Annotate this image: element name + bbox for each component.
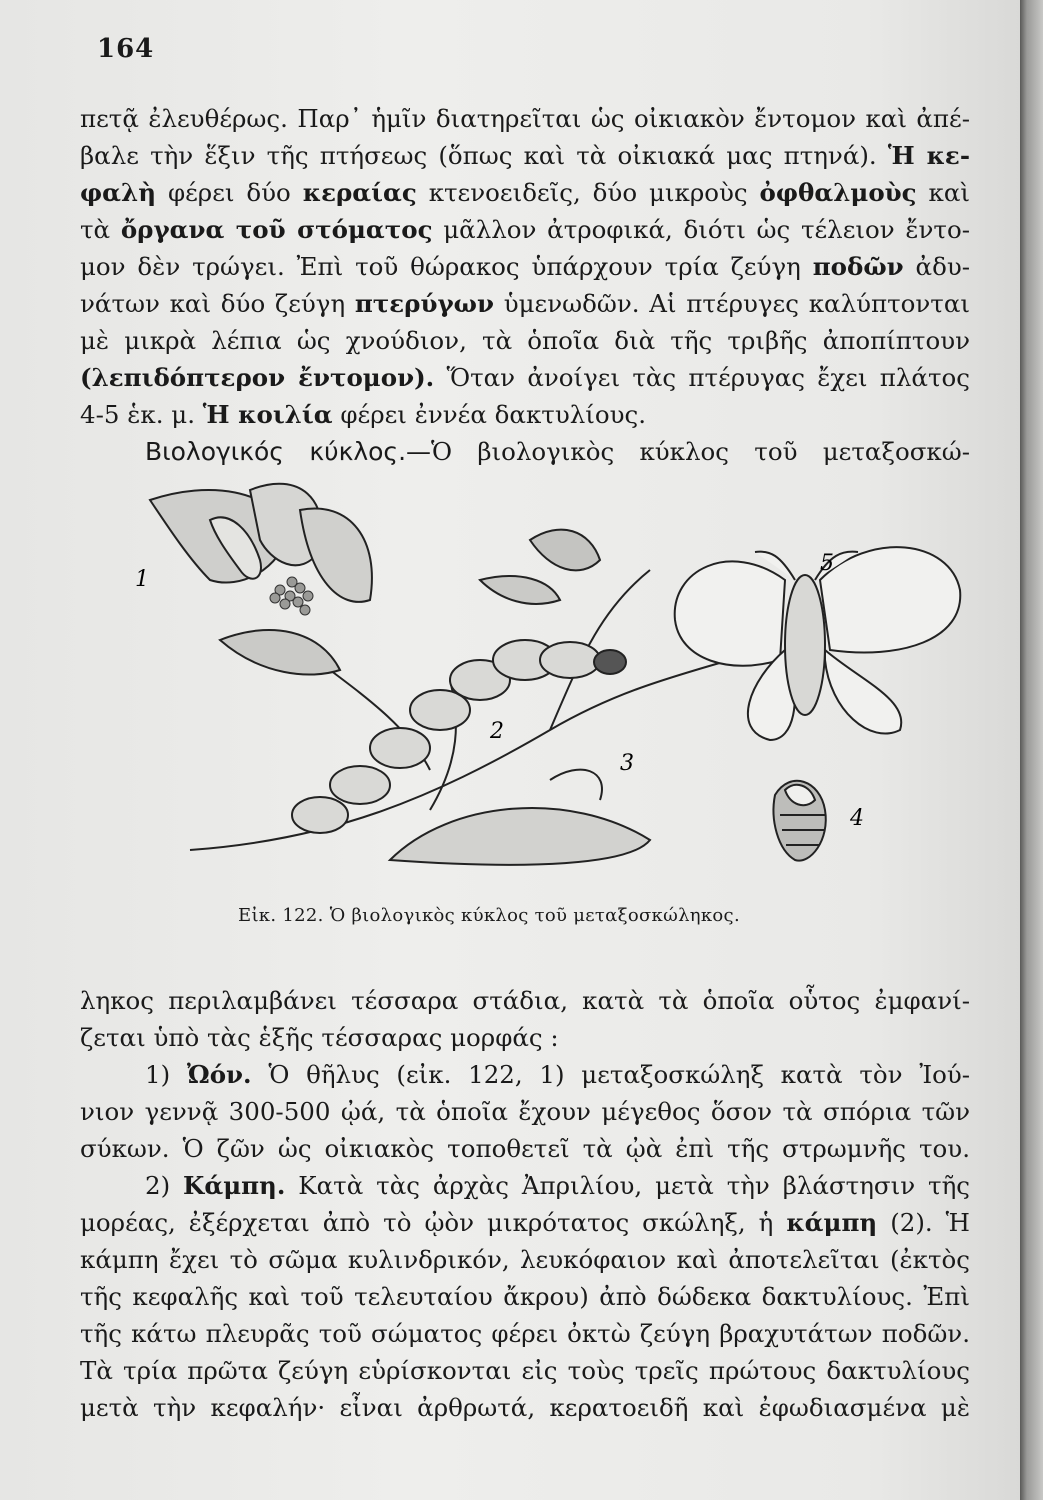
text-span: Τὰ τρία πρῶτα ζεύγη εὑρίσκονται εἰς τοὺς τρεῖς πρώτους δακτυλίους <box>80 1356 970 1385</box>
text-span: φέρει δύο <box>156 178 303 207</box>
item-title-caterpillar: Κάμπη. <box>183 1171 286 1200</box>
text-span: (2). Ἡ <box>877 1208 970 1237</box>
text-span: καὶ <box>916 178 970 207</box>
silkworm-life-cycle-illustration <box>130 470 970 910</box>
text-span: μετὰ τὴν κεφαλήν· εἶναι ἀρθρωτά, κερατοειδῆ καὶ ἐφωδιασμένα μὲ <box>80 1393 970 1422</box>
text-span: κτενοειδεῖς, δύο μικροὺς <box>416 178 760 207</box>
item-number: 2) <box>145 1171 184 1200</box>
text-line <box>80 396 970 433</box>
text-line <box>80 322 970 359</box>
text-line <box>80 137 970 174</box>
text-line <box>80 1241 970 1278</box>
text-span: ὑμενωδῶν. Αἱ πτέρυγες καλύπτονται <box>493 289 970 318</box>
text-line <box>80 285 970 322</box>
bold-term: κάμπη <box>786 1208 878 1237</box>
text-span: μὲ μικρὰ λέπια ὡς χνούδιον, τὰ ὁποῖα διὰ τῆς τριβῆς ἀποπίπτουν <box>80 326 970 355</box>
text-span: νιον γεννᾷ 300-500 ᾠά, τὰ ὁποῖα ἔχουν μέγεθος ὅσον τὰ σπόρια τῶν <box>80 1097 970 1126</box>
text-span: πετᾷ ἐλευθέρως. Παρ᾽ ἡμῖν διατηρεῖται ὡς οἰκιακὸν ἔντομον καὶ ἀπέ- <box>80 104 970 133</box>
text-span: τῆς κάτω πλευρᾶς τοῦ σώματος φέρει ὀκτὼ ζεύγη βραχυτάτων ποδῶν. <box>80 1319 970 1348</box>
text-span: 4-5 ἑκ. μ. <box>80 400 203 429</box>
figure-caption: Εἰκ. 122. Ὁ βιολογικὸς κύκλος τοῦ μεταξοσκώληκος. <box>238 905 740 926</box>
text-span: ληκος περιλαμβάνει τέσσαρα στάδια, κατὰ τὰ ὁποῖα οὗτος ἐμφανί- <box>80 986 970 1015</box>
text-line <box>80 1204 970 1241</box>
bold-term: πτερύγων <box>354 289 494 318</box>
leaf <box>300 508 372 601</box>
egg-cluster <box>270 577 313 615</box>
bold-term: ποδῶν <box>812 252 904 281</box>
section-heading-line <box>80 433 970 470</box>
bold-term: ὄργανα τοῦ στόματος <box>120 215 433 244</box>
figure-label-3: 3 <box>620 751 634 776</box>
bold-term: φαλὴ <box>80 178 157 207</box>
bold-term: ὀφθαλμοὺς <box>759 178 917 207</box>
bold-term: Ἡ κοιλία <box>202 400 333 429</box>
text-span: ἀδυ- <box>903 252 970 281</box>
leaf <box>220 630 340 675</box>
item-number: 1) <box>145 1060 187 1089</box>
text-line <box>80 1056 970 1093</box>
item-title-egg: Ὠόν. <box>186 1060 252 1089</box>
text-line <box>80 982 970 1019</box>
text-span: σύκων. Ὁ ζῶν ὡς οἰκιακὸς τοποθετεῖ τὰ ᾠὰ ἐπὶ τῆς στρωμνῆς του. <box>80 1134 970 1163</box>
text-span: μᾶλλον ἀτροφικά, διότι ὡς τέλειον ἔντο- <box>432 215 971 244</box>
text-line <box>80 174 970 211</box>
section-heading: Βιολογικός κύκλος.— <box>145 437 432 466</box>
text-span: Ὁ θῆλυς (εἰκ. 122, 1) μεταξοσκώληξ κατὰ τὸν Ἰού- <box>251 1060 970 1089</box>
adult-moth <box>675 547 961 740</box>
text-span: βαλε τὴν ἕξιν τῆς πτήσεως (ὅπως καὶ τὰ οἰκιακά μας πτηνά). <box>80 141 888 170</box>
figure-label-1: 1 <box>135 567 149 592</box>
text-span: κάμπη ἔχει τὸ σῶμα κυλινδρικόν, λευκόφαιον καὶ ἀποτελεῖται (ἐκτὸς <box>80 1245 970 1274</box>
text-span: τὰ <box>80 215 121 244</box>
text-span: μορέας, ἐξέρχεται ἀπὸ τὸ ᾠὸν μικρότατος σκώληξ, ἡ <box>80 1208 787 1237</box>
text-line <box>80 359 970 396</box>
text-line <box>80 211 970 248</box>
text-span: Ὅταν ἀνοίγει τὰς πτέρυγας ἔχει πλάτος <box>434 363 970 392</box>
text-line <box>80 100 970 137</box>
leaf <box>530 530 600 571</box>
figure-label-5: 5 <box>820 551 834 576</box>
bold-term: κεραίας <box>302 178 417 207</box>
text-span: ζεται ὑπὸ τὰς ἑξῆς τέσσαρας μορφάς : <box>80 1023 559 1052</box>
text-line <box>80 1019 970 1056</box>
text-line <box>80 1167 970 1204</box>
caterpillar <box>292 640 626 833</box>
paragraph-adult-moth <box>80 100 970 470</box>
text-line <box>80 248 970 285</box>
text-span: μον δὲν τρώγει. Ἐπὶ τοῦ θώρακος ὑπάρχουν τρία ζεύγη <box>80 252 813 281</box>
text-span: νάτων καὶ δύο ζεύγη <box>80 289 355 318</box>
page-number: 164 <box>97 34 155 64</box>
paragraph-life-cycle <box>80 982 970 1426</box>
cocoon <box>390 808 650 865</box>
text-span: τῆς κεφαλῆς καὶ τοῦ τελευταίου ἄκρου) ἀπὸ δώδεκα δακτυλίους. Ἐπὶ <box>80 1282 970 1311</box>
figure-label-2: 2 <box>490 719 504 744</box>
text-line <box>80 1130 970 1167</box>
bold-term: (λεπιδόπτερον ἔντομον). <box>80 363 435 392</box>
text-span: φέρει ἐννέα δακτυλίους. <box>332 400 647 429</box>
text-line <box>80 1389 970 1426</box>
text-line <box>80 1352 970 1389</box>
text-line <box>80 1315 970 1352</box>
pupa <box>774 781 826 861</box>
leaf <box>480 576 560 604</box>
text-span: Κατὰ τὰς ἀρχὰς Ἀπριλίου, μετὰ τὴν βλάστησιν τῆς <box>285 1171 970 1200</box>
text-span: Ὁ βιολογικὸς κύκλος τοῦ μεταξοσκώ- <box>431 437 970 466</box>
text-line <box>80 1093 970 1130</box>
page-edge-shadow <box>1020 0 1043 1500</box>
figure-label-4: 4 <box>850 806 864 831</box>
text-line <box>80 1278 970 1315</box>
bold-term: Ἡ κε- <box>887 141 970 170</box>
